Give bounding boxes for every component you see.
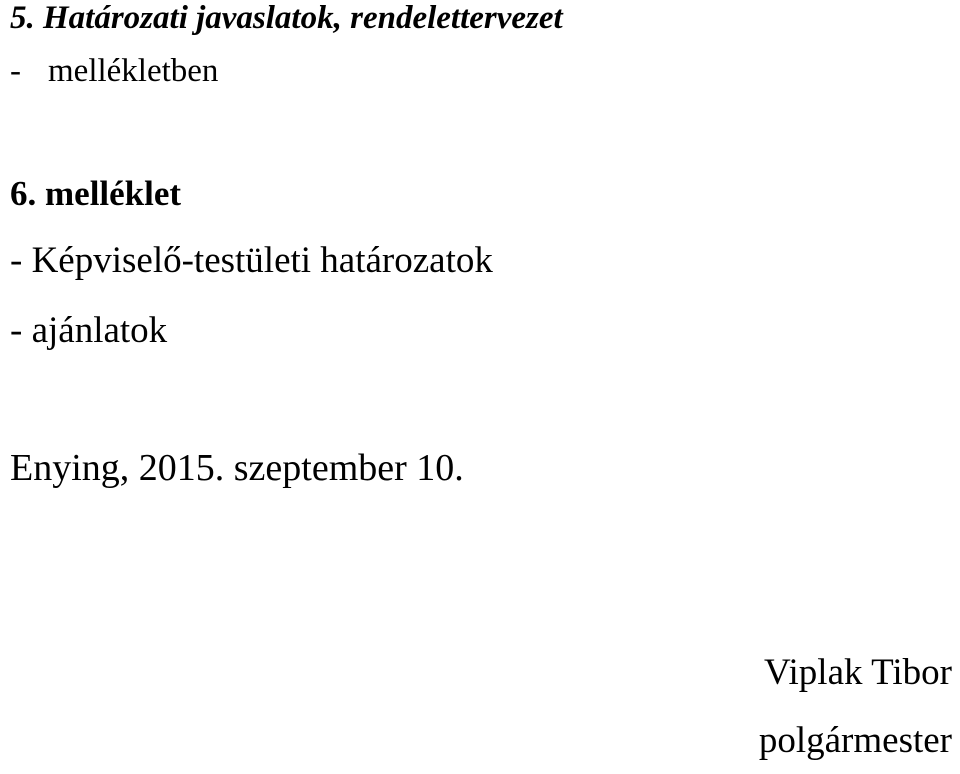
signer-name: Viplak Tibor (764, 652, 952, 693)
section-5-item-text: mellékletben (48, 53, 219, 89)
section-6-heading: 6. melléklet (10, 174, 182, 213)
place-and-date: Enying, 2015. szeptember 10. (10, 447, 464, 489)
signer-title: polgármester (758, 720, 952, 761)
list-dash: - (10, 53, 21, 89)
list-item-resolutions: - Képviselő-testületi határozatok (10, 240, 493, 281)
section-5-item (10, 55, 218, 88)
section-5-heading: 5. Határozati javaslatok, rendelettervezet (10, 0, 563, 36)
list-item-offers: - ajánlatok (10, 310, 168, 351)
